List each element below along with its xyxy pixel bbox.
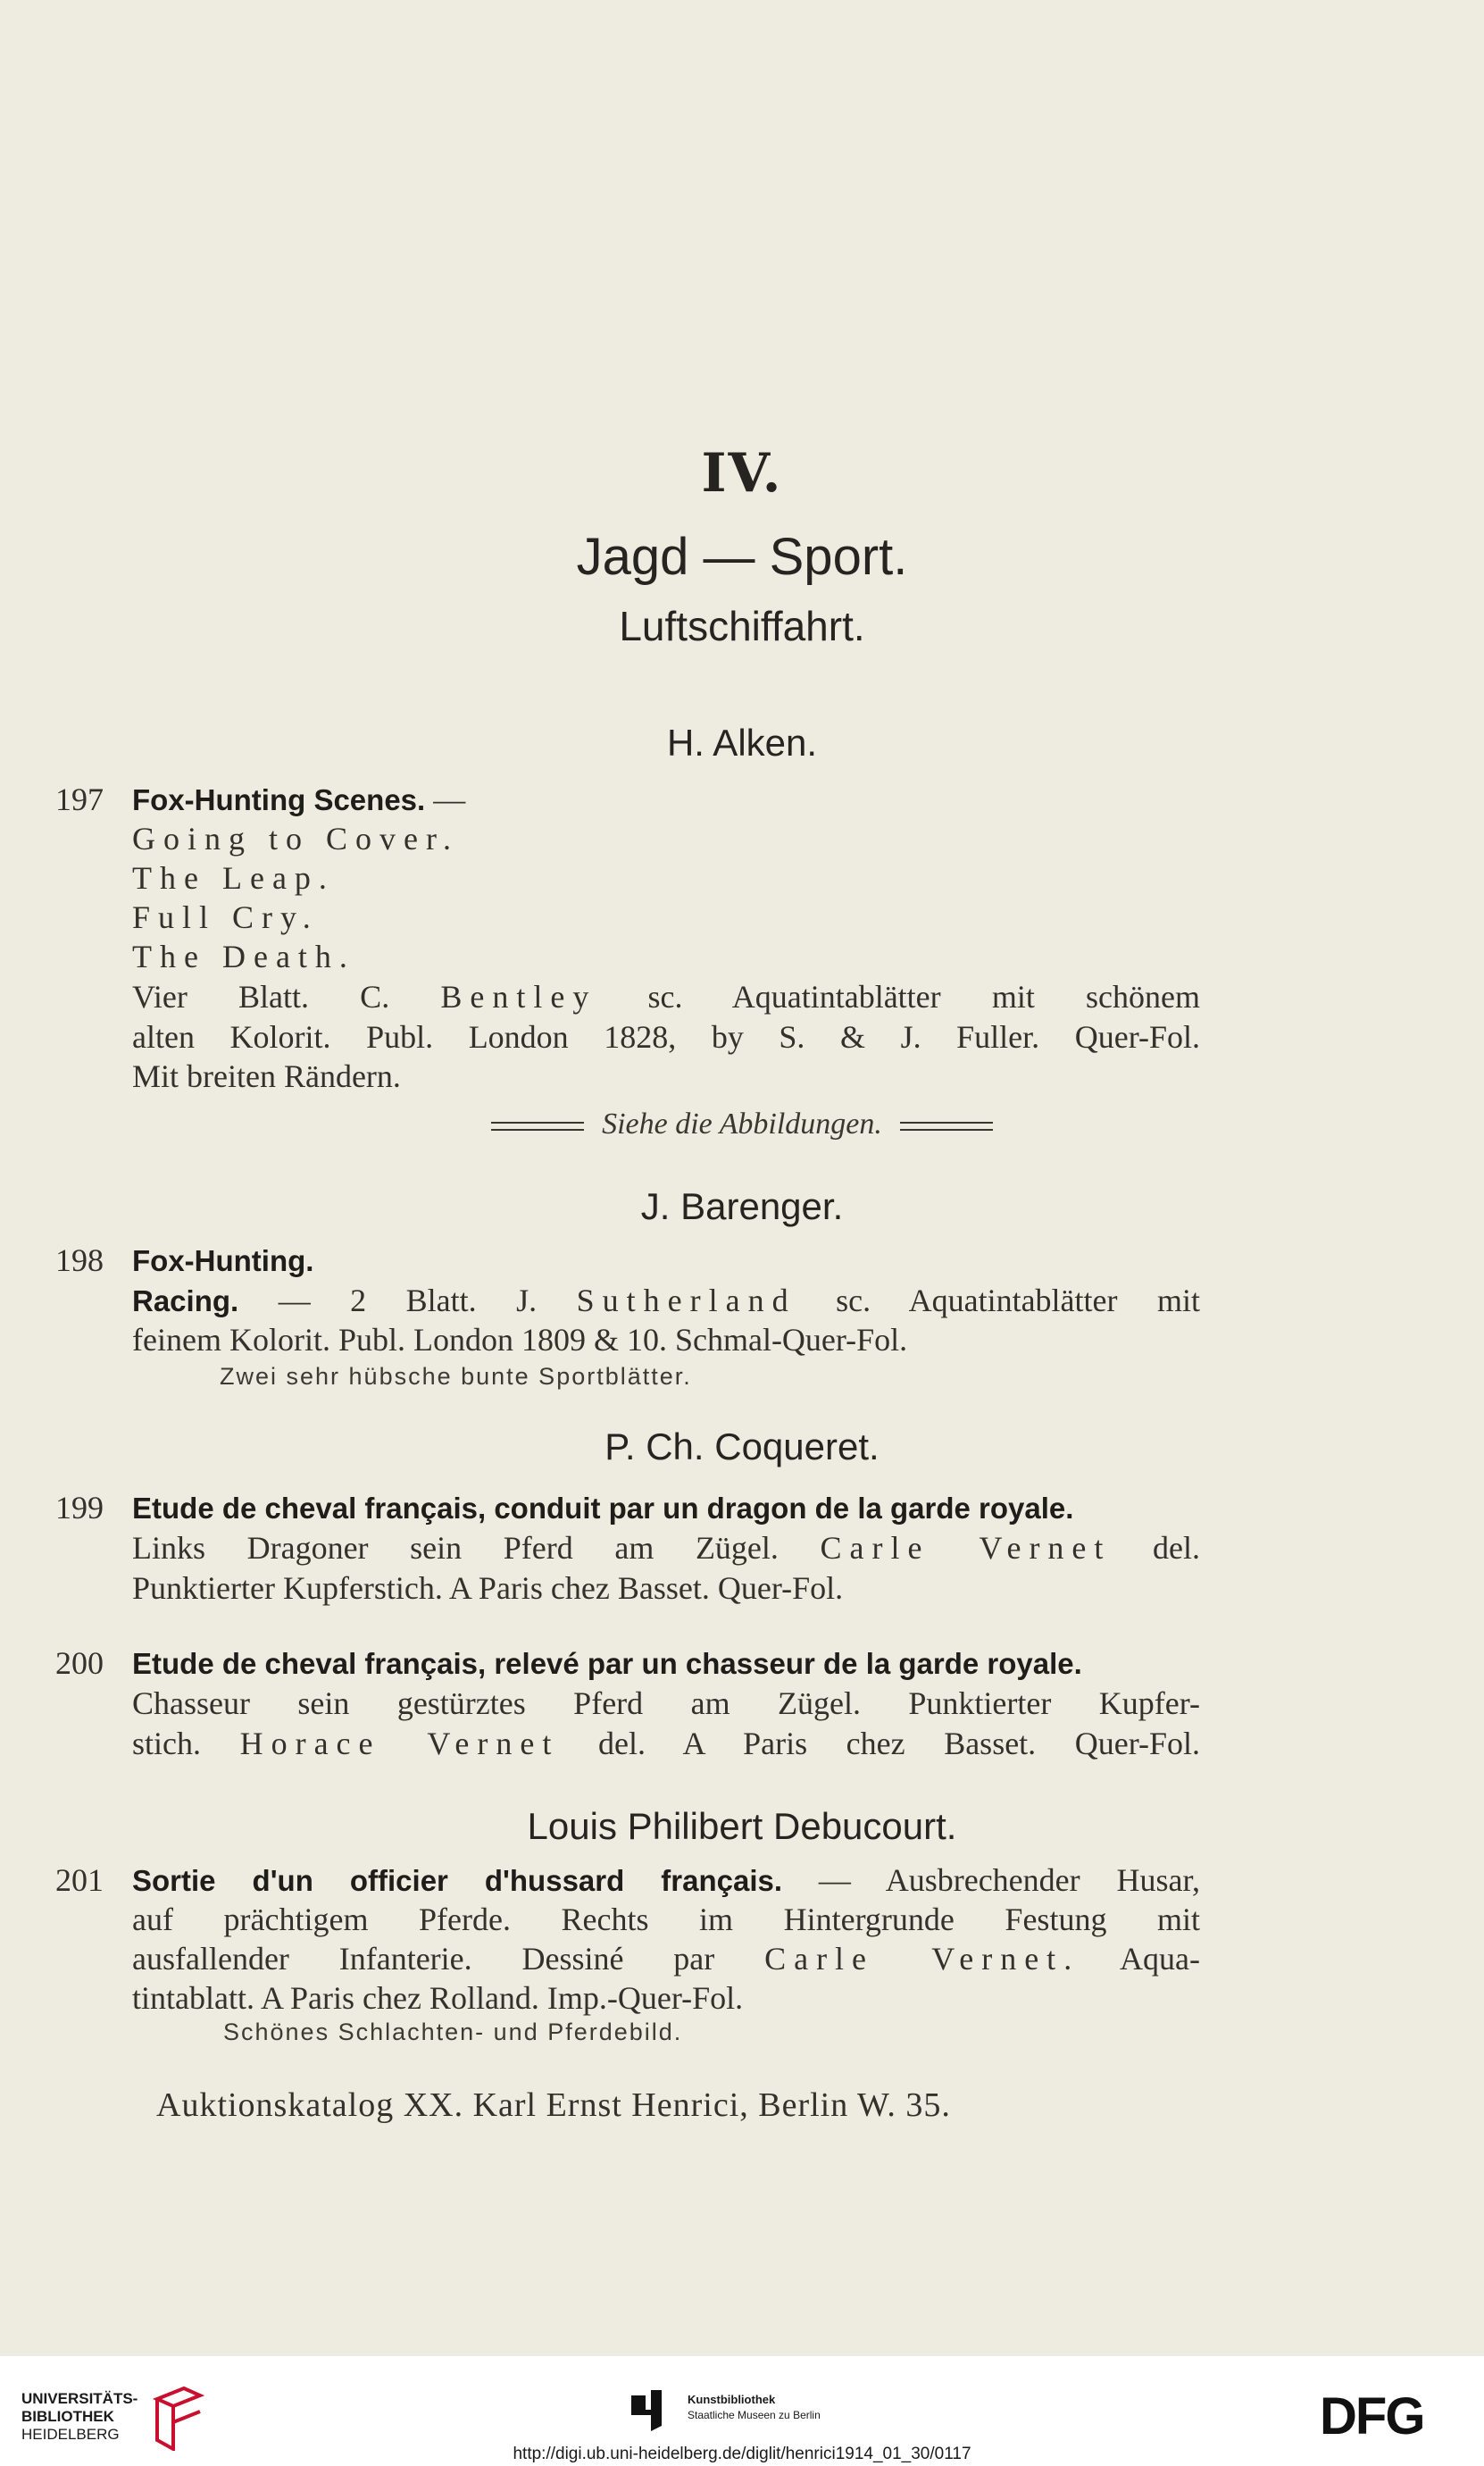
lot-number-200: 200: [55, 1645, 104, 1681]
artist-heading-debucourt: Louis Philibert Debucourt.: [527, 1805, 957, 1847]
lot-description-line: Chasseur sein gestürztes Pferd am Zügel. Punktierter Kupfer-: [132, 1685, 1200, 1721]
desc-part: del. A Paris chez Basset. Quer-Fol.: [559, 1726, 1201, 1761]
desc-part: sc. Aquatintablätter mit schönem: [596, 979, 1200, 1015]
lot-title-text: Etude de cheval français, relevé par un chasseur de la garde royale.: [132, 1647, 1082, 1680]
kb-title: Kunstbibliothek: [688, 2393, 776, 2406]
lot-dash: —: [433, 782, 466, 817]
double-rule: [900, 1122, 993, 1131]
ub-line: HEIDELBERG: [21, 2426, 120, 2443]
see-illustrations: [0, 1108, 1484, 1141]
lot-item: Full Cry.: [132, 899, 319, 935]
section-subtitle: Luftschiffahrt.: [619, 603, 865, 649]
lot-description-line: auf prächtigem Pferde. Rechts im Hintergrunde Festung mit: [132, 1902, 1200, 1937]
artist-heading-alken: H. Alken.: [666, 722, 818, 764]
dfg-logo[interactable]: DFG: [1320, 2387, 1424, 2445]
lot-note: Zwei sehr hübsche bunte Sportblätter.: [220, 1363, 692, 1390]
artist-name: Carle Vernet: [820, 1530, 1112, 1566]
desc-part: sc. Aquatintablätter mit: [796, 1283, 1200, 1318]
artist-name: Carle Vernet: [764, 1941, 1064, 1977]
lot-description-line: [132, 1528, 1200, 1567]
desc-part: stich.: [132, 1726, 240, 1761]
catalog-footer: Auktionskatalog XX. Karl Ernst Henrici, Berlin W. 35.: [156, 2086, 951, 2124]
ub-heidelberg-logo-icon[interactable]: [148, 2387, 205, 2451]
double-rule: [491, 1122, 584, 1131]
desc-part: Vier Blatt. C.: [132, 979, 441, 1015]
desc-part: — 2 Blatt. J.: [238, 1283, 577, 1318]
engraver-name: Bentley: [440, 979, 597, 1015]
ub-line: BIBLIOTHEK: [21, 2408, 114, 2425]
kb-subtitle: Staatliche Museen zu Berlin: [688, 2409, 821, 2421]
see-text: Siehe die Abbildungen.: [602, 1108, 882, 1141]
desc-part: ausfallender Infanterie. Dessiné par: [132, 1941, 765, 1977]
lot-description-line: [132, 1939, 1200, 1978]
section-title: Jagd — Sport.: [576, 528, 908, 586]
lot-title-198: [132, 1241, 1204, 1281]
lot-number-197: 197: [55, 782, 104, 817]
lot-description-line: [132, 1724, 1200, 1763]
digitization-bar: [0, 2356, 1484, 2466]
desc-part: del.: [1111, 1530, 1200, 1566]
lot-title-197: [132, 780, 1204, 820]
lot-title-text: Fox-Hunting Scenes.: [132, 783, 426, 816]
lot-title-text: Sortie d'un officier d'hussard français.: [132, 1864, 783, 1897]
lot-number-199: 199: [55, 1490, 104, 1526]
kunstbibliothek-text: [688, 2392, 821, 2423]
lot-description-line: feinem Kolorit. Publ. London 1809 & 10. Schmal-Quer-Fol.: [132, 1322, 908, 1358]
desc-part: . Aqua-: [1063, 1941, 1200, 1977]
lot-description-line: tintablatt. A Paris chez Rolland. Imp.-Quer-Fol.: [132, 1980, 744, 2016]
lot-number-201: 201: [55, 1862, 104, 1898]
lot-description-line: [132, 1281, 1200, 1321]
artist-heading-coqueret: P. Ch. Coqueret.: [604, 1425, 880, 1467]
lot-title-text: Racing.: [132, 1284, 239, 1317]
lot-item: The Leap.: [132, 860, 335, 896]
desc-part: — Ausbrechender Husar,: [782, 1862, 1201, 1898]
lot-item: The Death.: [132, 939, 355, 974]
desc-part: Links Dragoner sein Pferd am Zügel.: [132, 1530, 821, 1566]
lot-description-line: Mit breiten Rändern.: [132, 1058, 401, 1094]
lot-number-198: 198: [55, 1242, 104, 1278]
ub-line: UNIVERSITÄTS-: [21, 2390, 138, 2407]
lot-title-201: [132, 1860, 1200, 1901]
lot-title-200: [132, 1643, 1204, 1684]
engraver-name: Sutherland: [576, 1283, 796, 1318]
lot-note: Schönes Schlachten- und Pferdebild.: [223, 2019, 683, 2045]
lot-item: Going to Cover.: [132, 821, 459, 857]
artist-heading-barenger: J. Barenger.: [640, 1185, 844, 1227]
lot-description-line: alten Kolorit. Publ. London 1828, by S. & J. Fuller. Quer-Fol.: [132, 1019, 1200, 1055]
lot-title-text: Etude de cheval français, conduit par un dragon de la garde royale.: [132, 1492, 1074, 1525]
artist-name: Horace Vernet: [239, 1726, 560, 1761]
lot-title-text: Fox-Hunting.: [132, 1244, 314, 1277]
ub-heidelberg-wordmark[interactable]: [21, 2390, 138, 2444]
section-number: IV.: [701, 442, 783, 505]
permalink-url[interactable]: http://digi.ub.uni-heidelberg.de/diglit/henrici1914_01_30/0117: [513, 2445, 971, 2463]
lot-description-line: Punktierter Kupferstich. A Paris chez Basset. Quer-Fol.: [132, 1570, 844, 1606]
kunstbibliothek-logo-icon[interactable]: [631, 2390, 676, 2431]
lot-description-line: [132, 977, 1200, 1016]
lot-title-199: [132, 1488, 1204, 1528]
